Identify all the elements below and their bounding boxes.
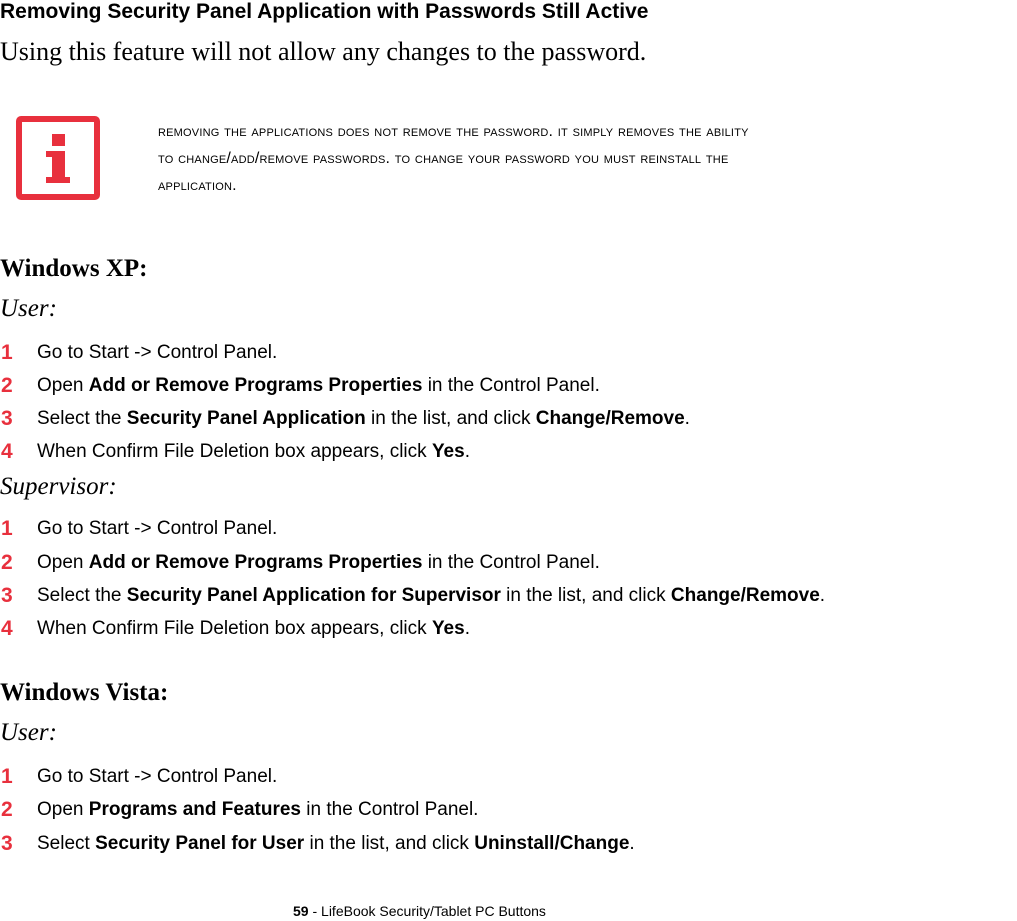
step-text bbox=[37, 615, 470, 643]
step-number: 2 bbox=[1, 374, 13, 397]
footer-title: LifeBook Security/Tablet PC Buttons bbox=[321, 903, 546, 919]
step-emphasis: Yes bbox=[431, 618, 465, 639]
step-text-segment: Go to Start -> Control Panel. bbox=[37, 766, 278, 787]
section-heading-windows-xp: Windows XP: bbox=[0, 255, 148, 282]
step-text-segment: in the Control Panel. bbox=[422, 552, 600, 573]
step-number: 4 bbox=[1, 440, 13, 463]
step-text-segment: . bbox=[684, 408, 690, 429]
step-emphasis: Programs and Features bbox=[88, 799, 302, 820]
info-icon bbox=[16, 116, 100, 200]
step-text bbox=[37, 405, 690, 433]
step-text-segment: Open bbox=[37, 799, 89, 820]
step-emphasis: Add or Remove Programs Properties bbox=[88, 375, 423, 396]
section-heading-windows-vista: Windows Vista: bbox=[0, 679, 169, 706]
step-text bbox=[37, 549, 600, 577]
step-number: 2 bbox=[1, 551, 13, 574]
step-text bbox=[37, 372, 600, 400]
page-footer bbox=[293, 902, 546, 920]
section-title: Removing Security Panel Application with Passwords Still Active bbox=[0, 0, 649, 23]
page-number: 59 bbox=[293, 903, 309, 919]
step-text-segment: in the Control Panel. bbox=[301, 799, 479, 820]
subheading-user: User: bbox=[0, 719, 57, 746]
step-emphasis: Change/Remove bbox=[670, 585, 820, 606]
step-text-segment: in the list, and click bbox=[304, 833, 475, 854]
step-text-segment: . bbox=[464, 441, 470, 462]
step-emphasis: Change/Remove bbox=[535, 408, 685, 429]
step-number: 1 bbox=[1, 517, 13, 540]
step-number: 3 bbox=[1, 584, 13, 607]
step-text bbox=[37, 582, 825, 610]
note-text bbox=[158, 118, 1017, 199]
step-number: 1 bbox=[1, 341, 13, 364]
subheading-user: User: bbox=[0, 295, 57, 322]
step-emphasis: Security Panel Application for Supervisor bbox=[126, 585, 501, 606]
step-text bbox=[37, 515, 277, 543]
step-text bbox=[37, 339, 277, 367]
step-text-segment: . bbox=[629, 833, 635, 854]
step-number: 3 bbox=[1, 832, 13, 855]
step-text-segment: Open bbox=[37, 375, 89, 396]
step-text-segment: When Confirm File Deletion box appears, click bbox=[37, 618, 432, 639]
step-text-segment: Select the bbox=[37, 408, 127, 429]
step-text-segment: Select bbox=[37, 833, 96, 854]
step-text bbox=[37, 796, 478, 824]
subheading-supervisor: Supervisor: bbox=[0, 473, 117, 500]
step-emphasis: Security Panel Application bbox=[126, 408, 366, 429]
note-line: application. bbox=[158, 177, 237, 194]
step-text-segment: Go to Start -> Control Panel. bbox=[37, 518, 278, 539]
step-number: 2 bbox=[1, 798, 13, 821]
step-text-segment: . bbox=[819, 585, 826, 606]
note-line: removing the applications does not remove the password. it simply removes the ability bbox=[158, 123, 749, 140]
step-number: 3 bbox=[1, 407, 13, 430]
step-text-segment: in the list, and click bbox=[500, 585, 671, 606]
step-emphasis: Uninstall/Change bbox=[474, 833, 630, 854]
step-text-segment: Open bbox=[37, 552, 89, 573]
footer-separator: - bbox=[308, 903, 322, 919]
step-text-segment: Select the bbox=[37, 585, 127, 606]
note-line: to change/add/remove passwords. to change your password you must reinstall the bbox=[158, 150, 729, 167]
step-number: 4 bbox=[1, 617, 13, 640]
step-text-segment: . bbox=[464, 618, 470, 639]
step-text bbox=[37, 830, 635, 858]
step-emphasis: Yes bbox=[431, 441, 465, 462]
step-text-segment: in the list, and click bbox=[365, 408, 536, 429]
intro-paragraph: Using this feature will not allow any changes to the password. bbox=[0, 37, 647, 66]
step-number: 1 bbox=[1, 765, 13, 788]
step-text bbox=[37, 763, 277, 791]
step-text-segment: When Confirm File Deletion box appears, click bbox=[37, 441, 432, 462]
step-text-segment: in the Control Panel. bbox=[422, 375, 600, 396]
step-text-segment: Go to Start -> Control Panel. bbox=[37, 342, 278, 363]
step-emphasis: Security Panel for User bbox=[95, 833, 305, 854]
step-emphasis: Add or Remove Programs Properties bbox=[88, 552, 423, 573]
step-text bbox=[37, 438, 470, 466]
